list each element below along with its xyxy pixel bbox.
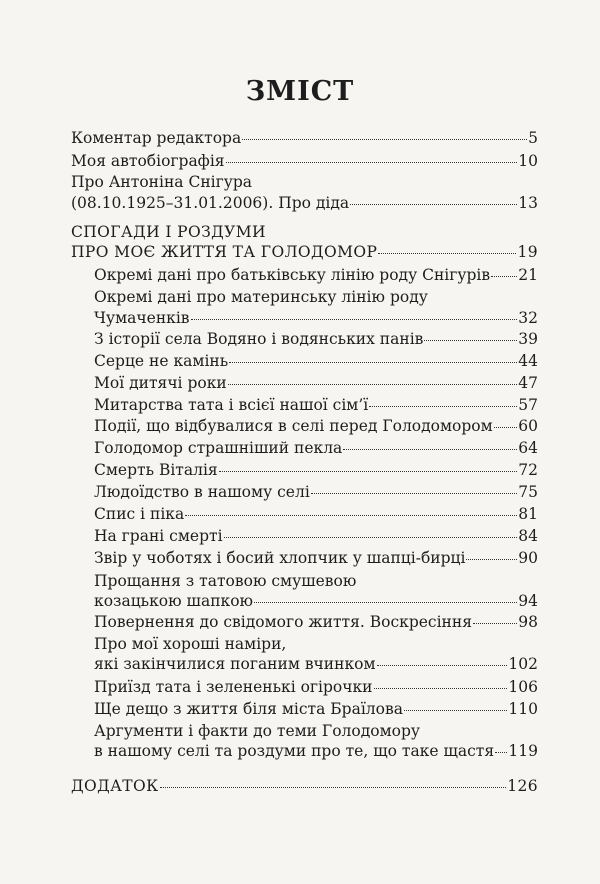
- toc-entry: [94, 351, 538, 372]
- dot-leader: [311, 493, 517, 494]
- toc-entry: [94, 741, 538, 762]
- toc-entry-title: Серце не камінь: [94, 352, 229, 370]
- toc-entry-title: Події, що відбувалися в селі перед Голодомором: [94, 417, 493, 435]
- dot-leader: [491, 276, 517, 277]
- dot-leader: [350, 204, 517, 205]
- dot-leader: [378, 253, 516, 254]
- toc-entry-title: в нашому селі та роздуми про те, що таке щастя: [94, 742, 495, 760]
- toc-entry-title-line1: Прощання з татовою смушевою: [94, 572, 357, 590]
- toc-entry: [94, 329, 538, 350]
- dot-leader: [473, 623, 517, 624]
- toc-entry-title: Смерть Віталія: [94, 461, 218, 479]
- toc-entry-title: ПРО МОЄ ЖИТТЯ ТА ГОЛОДОМОР: [71, 243, 378, 261]
- toc-entry: [71, 193, 538, 214]
- toc-entry: [94, 416, 538, 437]
- toc-entry: [94, 548, 538, 569]
- toc-entry: [94, 373, 538, 394]
- toc-entry: [94, 677, 538, 698]
- dot-leader: [404, 710, 507, 711]
- toc-entry-page: 84: [518, 527, 538, 545]
- section-heading-line1: СПОГАДИ І РОЗДУМИ: [71, 223, 266, 241]
- toc-entry-title: Моя автобіографія: [71, 152, 225, 170]
- toc-entry-title: З історії села Водяно і водянських панів: [94, 330, 424, 348]
- dot-leader: [191, 319, 518, 320]
- toc-entry-title: ДОДАТОК: [71, 777, 159, 795]
- toc-entry: [71, 776, 538, 797]
- toc-entry: [94, 699, 538, 720]
- toc-entry-title-line1: Про мої хороші наміри,: [94, 635, 287, 653]
- toc-entry-title: Окремі дані про батьківську лінію роду Снігурів: [94, 266, 491, 284]
- toc-entry-page: 94: [518, 592, 538, 610]
- toc-entry: [94, 460, 538, 481]
- toc-entry-page: 19: [517, 243, 538, 261]
- toc-entry: [94, 526, 538, 547]
- dot-leader: [343, 449, 517, 450]
- toc-entry-title: козацькою шапкою: [94, 592, 254, 610]
- toc-entry-title: (08.10.1925–31.01.2006). Про діда: [71, 194, 350, 212]
- dot-leader: [160, 787, 507, 788]
- toc-entry-title: Чумаченків: [94, 309, 190, 327]
- toc-entry-title: Коментар редактора: [71, 129, 242, 147]
- toc-entry-title: Спис і піка: [94, 505, 185, 523]
- toc-entry-page: 13: [518, 194, 538, 212]
- dot-leader: [424, 340, 517, 341]
- dot-leader: [219, 471, 518, 472]
- toc-entry-title: Приїзд тата і зелененькі огірочки: [94, 678, 373, 696]
- toc-entry-title: Звір у чоботях і босий хлопчик у шапці-бирці: [94, 549, 466, 567]
- dot-leader: [377, 665, 508, 666]
- toc-entry: [94, 482, 538, 503]
- toc-entry-title: Людоїдство в нашому селі: [94, 483, 310, 501]
- dot-leader: [185, 515, 517, 516]
- toc-entry-page: 44: [518, 352, 538, 370]
- toc-entry-page: 75: [518, 483, 538, 501]
- dot-leader: [374, 688, 508, 689]
- toc-entry-title: Ще дещо з життя біля міста Браїлова: [94, 700, 403, 718]
- toc-entry-page: 5: [528, 129, 538, 147]
- toc-entry-title: які закінчилися поганим вчинком: [94, 655, 376, 673]
- dot-leader: [229, 362, 517, 363]
- toc-entry-title: Митарства тата і всієї нашої сім’ї: [94, 396, 369, 414]
- dot-leader: [242, 139, 527, 140]
- toc-entry-page: 98: [518, 613, 538, 631]
- toc-entry: [71, 128, 538, 149]
- toc-title: ЗМІСТ: [245, 76, 355, 107]
- toc-entry-title: Мої дитячі роки: [94, 374, 227, 392]
- toc-entry-page: 64: [518, 439, 538, 457]
- dot-leader: [226, 162, 518, 163]
- dot-leader: [224, 537, 518, 538]
- toc-entry-page: 60: [518, 417, 538, 435]
- toc-entry: [71, 151, 538, 172]
- toc-entry: [71, 242, 538, 263]
- dot-leader: [369, 406, 517, 407]
- toc-entry-page: 72: [518, 461, 538, 479]
- toc-entry-page: 10: [518, 152, 538, 170]
- toc-entry-title: На грані смерті: [94, 527, 223, 545]
- dot-leader: [466, 559, 517, 560]
- toc-entry: [94, 265, 538, 286]
- toc-entry: [94, 438, 538, 459]
- toc-entry-page: 102: [508, 655, 538, 673]
- dot-leader: [228, 384, 518, 385]
- toc-entry-page: 21: [518, 266, 538, 284]
- dot-leader: [254, 602, 517, 603]
- toc-entry-page: 106: [508, 678, 538, 696]
- toc-entry-title-line1: Аргументи і факти до теми Голодомору: [94, 722, 421, 740]
- dot-leader: [494, 427, 518, 428]
- toc-entry-page: 47: [518, 374, 538, 392]
- toc-entry-title-line1: Про Антоніна Снігура: [71, 173, 253, 191]
- toc-entry-page: 39: [518, 330, 538, 348]
- toc-entry-page: 90: [518, 549, 538, 567]
- toc-entry-title-line1: Окремі дані про материнську лінію роду: [94, 288, 428, 306]
- toc-entry: [94, 591, 538, 612]
- toc-entry: [94, 395, 538, 416]
- toc-entry-page: 32: [518, 309, 538, 327]
- toc-entry-page: 81: [518, 505, 538, 523]
- toc-entry-page: 119: [508, 742, 538, 760]
- toc-entry: [94, 308, 538, 329]
- toc-entry: [94, 654, 538, 675]
- toc-entry: [94, 504, 538, 525]
- toc-entry: [94, 612, 538, 633]
- dot-leader: [495, 752, 507, 753]
- toc-entry-title: Голодомор страшніший пекла: [94, 439, 343, 457]
- toc-entry-page: 110: [508, 700, 538, 718]
- toc-entry-title: Повернення до свідомого життя. Воскресіння: [94, 613, 472, 631]
- toc-entry-page: 57: [518, 396, 538, 414]
- toc-entry-page: 126: [507, 777, 538, 795]
